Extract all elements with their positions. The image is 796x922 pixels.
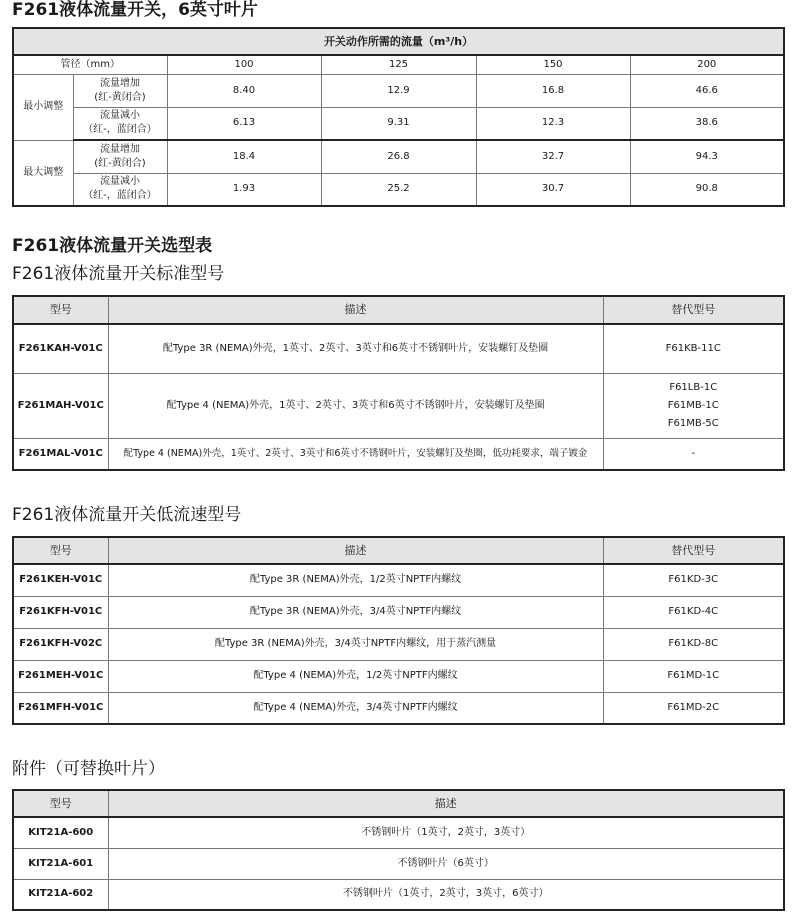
- model-cell: F261KFH-V01C: [13, 596, 108, 628]
- alternative-cell: F61KB-11C: [603, 324, 784, 373]
- header-model: 型号: [13, 296, 108, 324]
- flow-row: [13, 140, 784, 173]
- flow-row: [13, 74, 784, 107]
- description-cell: 配Type 4 (NEMA)外壳，1英寸、2英寸、3英寸和6英寸不锈钢叶片，安装螺钉及垫圈: [108, 373, 603, 438]
- description-cell: 配Type 4 (NEMA)外壳，1英寸、2英寸、3英寸和6英寸不锈钢叶片，安装螺钉及垫圈，低功耗要求，端子镀金: [108, 438, 603, 470]
- alternative-cell: F61MD-2C: [603, 692, 784, 724]
- alternative-cell: -: [603, 438, 784, 470]
- alternative-cell: [603, 373, 784, 438]
- condition-line: (红-黄闭合): [94, 157, 146, 169]
- flow-value: 26.8: [321, 140, 476, 173]
- header-description: 描述: [108, 296, 603, 324]
- flow-value: 25.2: [321, 173, 476, 206]
- header-description: 描述: [108, 790, 784, 817]
- model-cell: F261KFH-V02C: [13, 628, 108, 660]
- alternative-line: F61MB-5C: [667, 417, 719, 429]
- model-cell: F261KAH-V01C: [13, 324, 108, 373]
- description-cell: 配Type 3R (NEMA)外壳，3/4英寸NPTF内螺纹，用于蒸汽测量: [108, 628, 603, 660]
- model-cell: F261MAH-V01C: [13, 373, 108, 438]
- flow-value: 16.8: [476, 74, 630, 107]
- alternative-cell: F61KD-4C: [603, 596, 784, 628]
- table-row: [13, 324, 784, 373]
- pipe-size-label: 管径（mm）: [13, 55, 167, 74]
- model-cell: KIT21A-601: [13, 848, 108, 879]
- table-row: [13, 438, 784, 470]
- pipe-size-cell: 200: [630, 55, 784, 74]
- flow-table-header-row: [13, 28, 784, 55]
- description-cell: 配Type 3R (NEMA)外壳，1/2英寸NPTF内螺纹: [108, 564, 603, 596]
- flow-value: 30.7: [476, 173, 630, 206]
- flow-header: 开关动作所需的流量（m³/h）: [13, 28, 784, 55]
- description-cell: 配Type 4 (NEMA)外壳，3/4英寸NPTF内螺纹: [108, 692, 603, 724]
- header-alternative: 替代型号: [603, 296, 784, 324]
- flow-row: [13, 173, 784, 206]
- condition-line: 流量减小: [100, 110, 140, 122]
- flow-value: 1.93: [167, 173, 321, 206]
- condition-line: 流量增加: [100, 143, 140, 155]
- low-flow-title: F261液体流量开关低流速型号: [12, 505, 242, 525]
- table-row: [13, 628, 784, 660]
- model-cell: F261KEH-V01C: [13, 564, 108, 596]
- alternative-cell: F61KD-3C: [603, 564, 784, 596]
- condition-cell: [73, 173, 167, 206]
- table-row: [13, 692, 784, 724]
- condition-line: （红-，蓝闭合）: [83, 124, 157, 136]
- group-label: 最小调整: [13, 74, 73, 140]
- table-row: [13, 817, 784, 848]
- table-row: [13, 564, 784, 596]
- header-description: 描述: [108, 537, 603, 564]
- table-header-row: [13, 790, 784, 817]
- standard-models-table: [12, 295, 785, 471]
- alternative-cell: F61KD-8C: [603, 628, 784, 660]
- accessories-table: [12, 789, 785, 911]
- condition-line: 流量增加: [100, 77, 140, 89]
- description-cell: 不锈钢叶片（1英寸，2英寸，3英寸）: [108, 817, 784, 848]
- flow-value: 32.7: [476, 140, 630, 173]
- header-model: 型号: [13, 537, 108, 564]
- flow-value: 94.3: [630, 140, 784, 173]
- standard-models-title: F261液体流量开关标准型号: [12, 264, 225, 284]
- condition-line: 流量减小: [100, 176, 140, 188]
- table-row: [13, 660, 784, 692]
- accessories-title: 附件（可替换叶片）: [12, 759, 165, 779]
- flow-value: 38.6: [630, 107, 784, 140]
- table-header-row: [13, 537, 784, 564]
- model-cell: KIT21A-602: [13, 879, 108, 910]
- flow-value: 6.13: [167, 107, 321, 140]
- description-cell: 配Type 3R (NEMA)外壳，3/4英寸NPTF内螺纹: [108, 596, 603, 628]
- model-cell: F261MAL-V01C: [13, 438, 108, 470]
- pipe-size-row: [13, 55, 784, 74]
- condition-line: (红-黄闭合): [94, 91, 146, 103]
- table-row: [13, 879, 784, 910]
- flow-row: [13, 107, 784, 140]
- condition-cell: [73, 107, 167, 140]
- model-cell: F261MFH-V01C: [13, 692, 108, 724]
- flow-value: 12.3: [476, 107, 630, 140]
- condition-cell: [73, 74, 167, 107]
- flow-value: 12.9: [321, 74, 476, 107]
- model-cell: KIT21A-600: [13, 817, 108, 848]
- table-row: [13, 848, 784, 879]
- flow-value: 90.8: [630, 173, 784, 206]
- pipe-size-cell: 100: [167, 55, 321, 74]
- flow-value: 46.6: [630, 74, 784, 107]
- model-cell: F261MEH-V01C: [13, 660, 108, 692]
- selection-title: F261液体流量开关选型表: [12, 236, 213, 256]
- header-model: 型号: [13, 790, 108, 817]
- description-cell: 不锈钢叶片（1英寸，2英寸，3英寸，6英寸）: [108, 879, 784, 910]
- flow-value: 8.40: [167, 74, 321, 107]
- table-row: [13, 596, 784, 628]
- description-cell: 不锈钢叶片（6英寸）: [108, 848, 784, 879]
- pipe-size-cell: 150: [476, 55, 630, 74]
- alternative-line: F61MB-1C: [667, 399, 719, 411]
- flow-section-title: F261液体流量开关，6英寸叶片: [12, 0, 258, 20]
- alternative-line: F61LB-1C: [669, 381, 718, 393]
- flow-rate-table: [12, 27, 785, 207]
- flow-value: 18.4: [167, 140, 321, 173]
- flow-value: 9.31: [321, 107, 476, 140]
- description-cell: 配Type 4 (NEMA)外壳，1/2英寸NPTF内螺纹: [108, 660, 603, 692]
- low-flow-table: [12, 536, 785, 725]
- header-alternative: 替代型号: [603, 537, 784, 564]
- table-row: [13, 373, 784, 438]
- description-cell: 配Type 3R (NEMA)外壳，1英寸、2英寸、3英寸和6英寸不锈钢叶片，安装螺钉及垫圈: [108, 324, 603, 373]
- pipe-size-cell: 125: [321, 55, 476, 74]
- condition-cell: [73, 140, 167, 173]
- alternative-cell: F61MD-1C: [603, 660, 784, 692]
- condition-line: （红-，蓝闭合）: [83, 190, 157, 202]
- table-header-row: [13, 296, 784, 324]
- group-label: 最大调整: [13, 140, 73, 206]
